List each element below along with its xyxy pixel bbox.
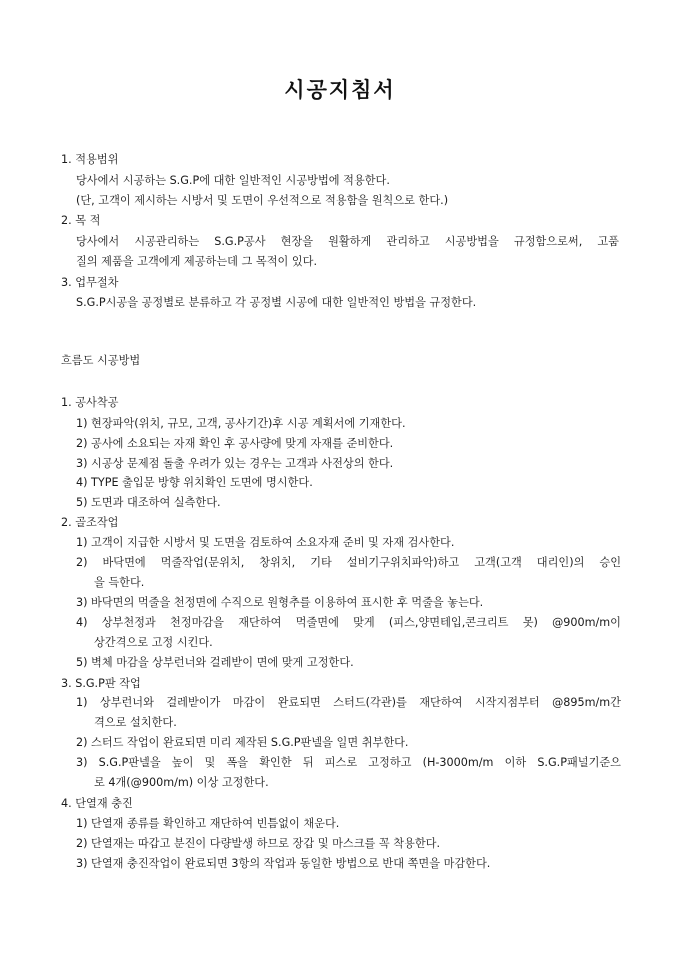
section-body-line: (단, 고객이 제시하는 시방서 및 도면이 우선적으로 적용함을 원칙으로 한다.) — [76, 194, 449, 207]
list-item: 1) 상부런너와 걸레받이가 마감이 완료되면 스터드(각관)를 재단하여 시작지점부터 @895m/m간 — [76, 696, 621, 709]
section-body-line: 당사에서 시공관리하는 S.G.P공사 현장을 원활하게 관리하고 시공방법을 규정함으로써, 고품 — [76, 235, 619, 248]
list-item: 2) 단열재는 따갑고 분진이 다량발생 하므로 장갑 및 마스크를 꼭 착용한다. — [76, 837, 441, 850]
list-item-continuation: 격으로 설치한다. — [94, 716, 177, 729]
list-item-continuation: 상간격으로 고정 시킨다. — [94, 636, 213, 649]
section-heading: 1. 공사착공 — [61, 396, 119, 409]
section-body-line: 질의 제품을 고객에게 제공하는데 그 목적이 있다. — [76, 255, 318, 268]
list-item: 2) 공사에 소요되는 자재 확인 후 공사량에 맞게 자재를 준비한다. — [76, 437, 394, 450]
list-item-continuation: 을 득한다. — [94, 576, 145, 589]
list-item: 4) 상부천정과 천정마감을 재단하여 먹줄면에 맞게 (피스,양면테입,콘크리트 못) @900m/m이 — [76, 616, 621, 629]
section-body-line: S.G.P시공을 공정별로 분류하고 각 공정별 시공에 대한 일반적인 방법을 규정한다. — [76, 296, 477, 309]
list-item: 3) S.G.P판넬을 높이 및 폭을 확인한 뒤 피스로 고정하고 (H-3000m/m 이하 S.G.P패널기준으 — [76, 756, 621, 769]
section-heading: 2. 골조작업 — [61, 516, 119, 529]
list-item: 3) 단열재 충진작업이 완료되면 3항의 작업과 동일한 방법으로 반대 쪽면을 마감한다. — [76, 857, 491, 870]
flow-title: 흐름도 시공방법 — [61, 354, 141, 367]
list-item: 1) 고객이 지급한 시방서 및 도면을 검토하여 소요자재 준비 및 자재 검사한다. — [76, 536, 455, 549]
section-heading: 3. 업무절차 — [61, 276, 119, 289]
section-body-line: 당사에서 시공하는 S.G.P에 대한 일반적인 시공방법에 적용한다. — [76, 174, 390, 187]
page-title: 시공지침서 — [284, 77, 396, 102]
list-item: 5) 도면과 대조하여 실측한다. — [76, 496, 221, 509]
list-item: 2) 스터드 작업이 완료되면 미리 제작된 S.G.P판넬을 일면 취부한다. — [76, 736, 409, 749]
list-item: 4) TYPE 출입문 방향 위치확인 도면에 명시한다. — [76, 476, 313, 489]
list-item: 2) 바닥면에 먹줄작업(문위치, 창위치, 기타 설비기구위치파악)하고 고객(고객 대리인)의 승인 — [76, 556, 621, 569]
list-item: 5) 벽체 마감을 상부런너와 걸레받이 면에 맞게 고정한다. — [76, 656, 354, 669]
list-item: 1) 단열재 종류를 확인하고 재단하여 빈틈없이 채운다. — [76, 817, 340, 830]
section-heading: 3. S.G.P판 작업 — [61, 677, 141, 690]
list-item-continuation: 로 4개(@900m/m) 이상 고정한다. — [94, 776, 269, 789]
list-item: 1) 현장파악(위치, 규모, 고객, 공사기간)후 시공 계획서에 기재한다. — [76, 417, 406, 430]
section-heading: 4. 단열재 충진 — [61, 797, 133, 810]
list-item: 3) 바닥면의 먹줄을 천정면에 수직으로 원형추를 이용하여 표시한 후 먹줄을 놓는다. — [76, 596, 484, 609]
list-item: 3) 시공상 문제점 돌출 우려가 있는 경우는 고객과 사전상의 한다. — [76, 457, 394, 470]
section-heading: 1. 적용범위 — [61, 153, 119, 166]
section-heading: 2. 목 적 — [61, 214, 101, 227]
